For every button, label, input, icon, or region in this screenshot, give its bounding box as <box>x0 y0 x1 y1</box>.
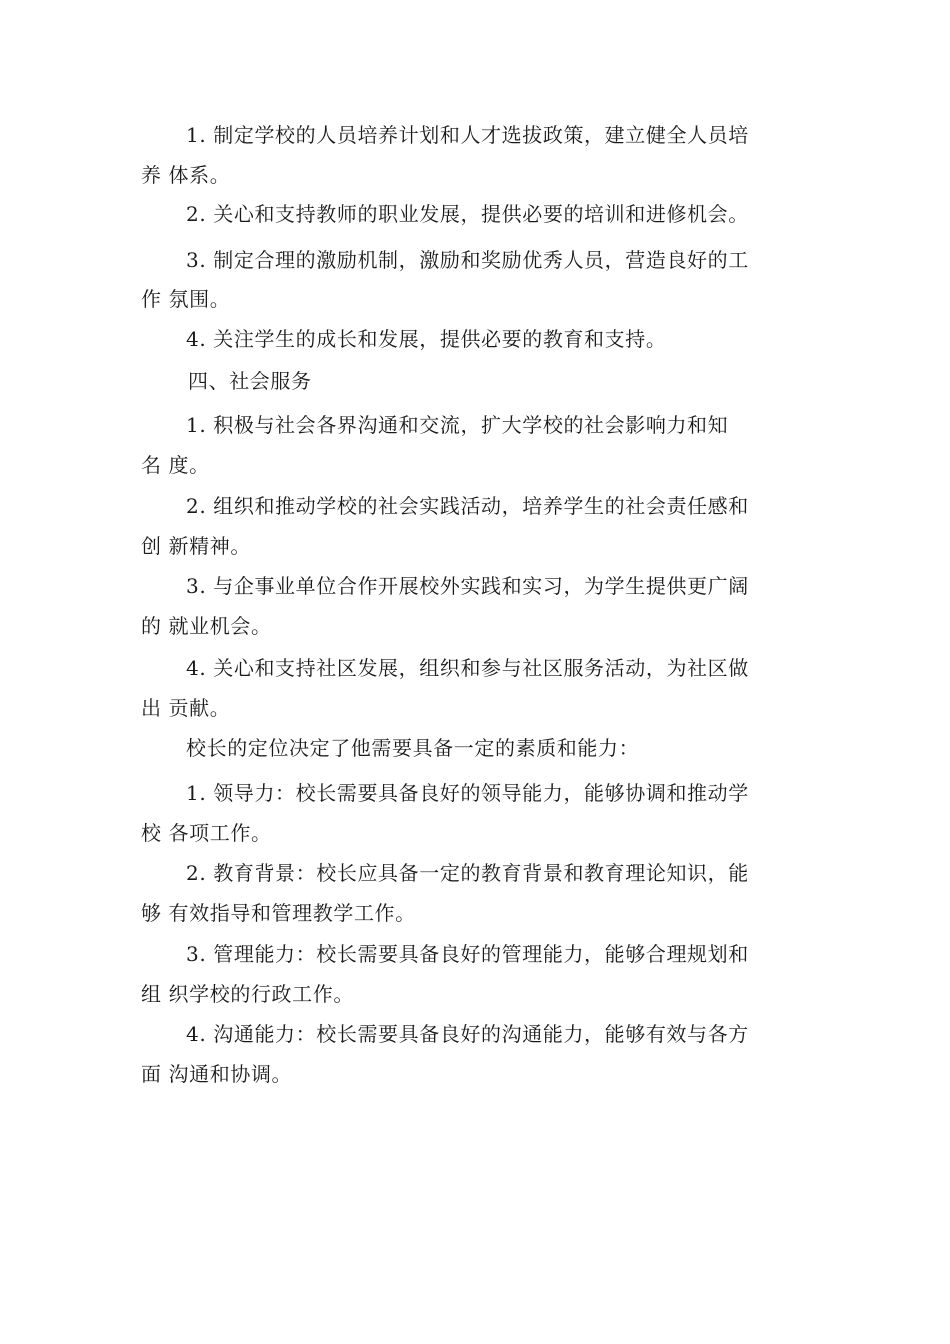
section4-item-4-line-2: 出 贡献。 <box>141 696 231 720</box>
qualities-item-1-line-1: 1. 领导力：校长需要具备良好的领导能力，能够协调和推动学 <box>186 781 749 805</box>
section3-item-1-line-2: 养 体系。 <box>141 163 231 187</box>
section3-item-3-line-1: 3. 制定合理的激励机制，激励和奖励优秀人员，营造良好的工 <box>186 248 749 272</box>
section4-item-3-line-2: 的 就业机会。 <box>141 614 272 638</box>
section4-item-1-line-1: 1. 积极与社会各界沟通和交流，扩大学校的社会影响力和知 <box>186 413 729 437</box>
qualities-item-3-line-2: 组 织学校的行政工作。 <box>141 982 354 1006</box>
qualities-item-1-line-2: 校 各项工作。 <box>141 821 272 845</box>
section4-item-1-line-2: 名 度。 <box>141 453 210 477</box>
section3-item-3-line-2: 作 氛围。 <box>141 287 231 311</box>
section4-item-3-line-1: 3. 与企事业单位合作开展校外实践和实习，为学生提供更广阔 <box>186 574 749 598</box>
section3-item-2-line-1: 2. 关心和支持教师的职业发展，提供必要的培训和进修机会。 <box>186 202 749 226</box>
section3-item-4-line-1: 4. 关注学生的成长和发展，提供必要的教育和支持。 <box>186 327 667 351</box>
section3-item-1-line-1: 1. 制定学校的人员培养计划和人才选拔政策，建立健全人员培 <box>186 123 749 147</box>
section4-item-4-line-1: 4. 关心和支持社区发展，组织和参与社区服务活动，为社区做 <box>186 656 749 680</box>
qualities-item-4-line-1: 4. 沟通能力：校长需要具备良好的沟通能力，能够有效与各方 <box>186 1022 749 1046</box>
section4-item-2-line-2: 创 新精神。 <box>141 534 251 558</box>
section4-item-2-line-1: 2. 组织和推动学校的社会实践活动，培养学生的社会责任感和 <box>186 494 749 518</box>
qualities-intro: 校长的定位决定了他需要具备一定的素质和能力： <box>186 736 640 760</box>
section4-heading: 四、社会服务 <box>188 369 312 393</box>
qualities-item-4-line-2: 面 沟通和协调。 <box>141 1062 293 1086</box>
qualities-item-2-line-2: 够 有效指导和管理教学工作。 <box>141 901 416 925</box>
qualities-item-2-line-1: 2. 教育背景：校长应具备一定的教育背景和教育理论知识，能 <box>186 861 749 885</box>
qualities-item-3-line-1: 3. 管理能力：校长需要具备良好的管理能力，能够合理规划和 <box>186 942 749 966</box>
